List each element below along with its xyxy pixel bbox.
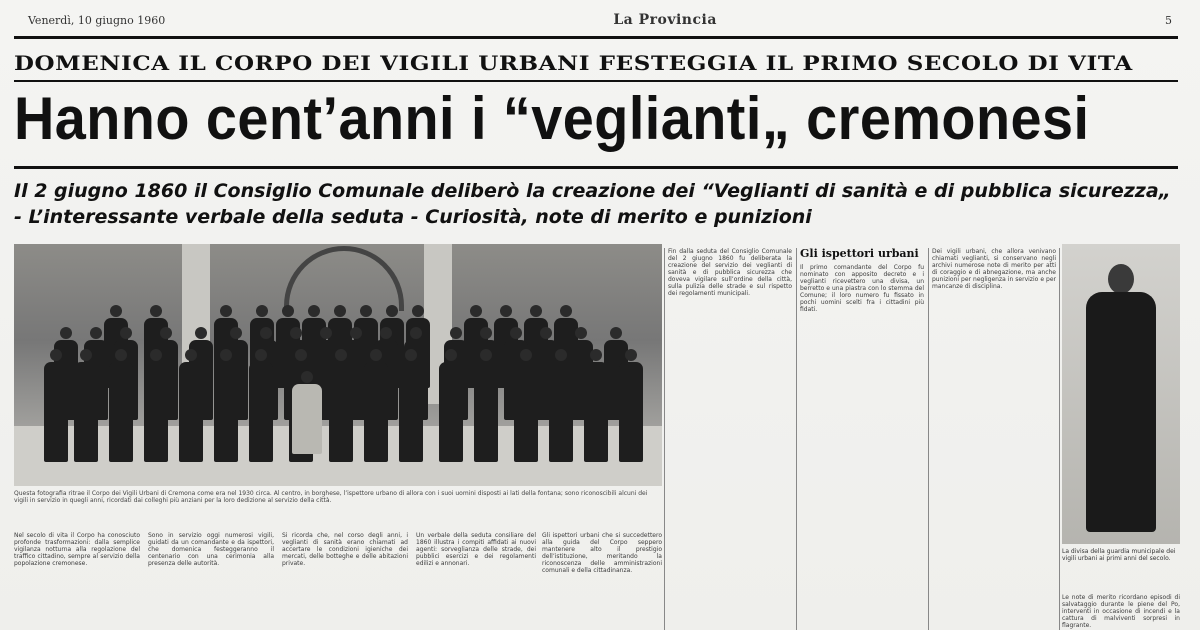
article-subhead: Il 2 giugno 1860 il Consiglio Comunale deliberò la creazione dei “Veglianti di sanità e di pubblica sicurezza„ - L’interessante verbale della seduta - Curiosità, note di merito e punizioni <box>14 180 1171 228</box>
body-column-1: Fin dalla seduta del Consiglio Comunale del 2 giugno 1860 fu deliberata la creazione del servizio dei veglianti di sanità e di pubblica sicurezza che doveva vigilare sull’ordine della città, sulla pulizia delle strade e sul rispetto dei regolamenti municipali. <box>668 248 792 297</box>
officer-figure <box>144 362 168 462</box>
officer-figure <box>329 362 353 462</box>
officer-figure <box>249 362 273 462</box>
masthead-bar <box>28 8 1172 32</box>
officer-figure <box>514 362 538 462</box>
portrait-caption: La divisa della guardia municipale dei vigili urbani ai primi anni del secolo. <box>1062 548 1176 562</box>
column-separator <box>1059 248 1060 630</box>
column-separator <box>664 248 665 630</box>
photo-caption: Questa fotografia ritrae il Corpo dei Vigili Urbani di Cremona come era nel 1930 circa. Al centro, in borghese, l’ispettore urbano di allora con i suoi uomini disposti ai lati della fontana; sono riconoscibili alcuni dei vigili in servizio in quegli anni, ricordati dai colleghi più anziani per la loro dedizione al servizio della città. <box>14 490 648 504</box>
body-column-2: Il primo comandante del Corpo fu nominato con apposito decreto e i veglianti ricevettero una divisa, un berretto e una piastra con lo stemma del Comune; il loro numero fu fissato in pochi uomini scelti fra i cittadini più fidati. <box>800 264 924 313</box>
officer-figure <box>549 362 573 462</box>
officer-figure <box>584 362 608 462</box>
column-separator <box>928 248 929 630</box>
group-photo <box>14 244 662 486</box>
officer-figure <box>474 362 498 462</box>
photo-arch <box>284 246 404 311</box>
newspaper-name: La Provincia <box>613 12 717 28</box>
civilian-figure <box>292 384 322 454</box>
column-heading: Gli ispettori urbani <box>800 247 919 260</box>
body-column-8: Gli ispettori urbani che si succedettero alla guida del Corpo seppero mantenere alto il prestigio dell’istituzione, meritando la riconoscenza delle amministrazioni comunali e della cittadinanza. <box>542 532 662 574</box>
column-separator <box>796 248 797 630</box>
body-column-9: Le note di merito ricordano episodi di salvataggio durante le piene del Po, interventi in occasione di incendi e la cattura di malviventi sorpresi in flagrante. <box>1062 594 1180 629</box>
portrait-head <box>1108 264 1134 294</box>
page-number: 5 <box>1165 13 1172 27</box>
officer-figure <box>364 362 388 462</box>
officer-figure <box>44 362 68 462</box>
headline-rule <box>14 166 1178 169</box>
masthead-rule <box>14 36 1178 39</box>
officer-figure <box>399 362 423 462</box>
body-column-6: Si ricorda che, nel corso degli anni, i veglianti di sanità erano chiamati ad accertare le condizioni igieniche dei mercati, delle botteghe e delle abitazioni private. <box>282 532 408 567</box>
officer-figure <box>439 362 463 462</box>
issue-date: Venerdì, 10 giugno 1960 <box>28 13 166 27</box>
officer-figure <box>179 362 203 462</box>
portrait-uniform <box>1086 292 1156 532</box>
officer-figure <box>109 362 133 462</box>
article-headline: Hanno cent’anni i “veglianti„ cremonesi <box>14 85 1090 152</box>
officer-figure <box>214 362 238 462</box>
officer-portrait <box>1062 244 1180 544</box>
body-column-4: Nel secolo di vita il Corpo ha conosciuto profonde trasformazioni: dalla semplice vigilanza notturna alla regolazione del traffico cittadino, sempre al servizio della popolazione cremonese. <box>14 532 140 567</box>
officer-figure <box>74 362 98 462</box>
officer-figure <box>619 362 643 462</box>
body-column-7: Un verbale della seduta consiliare del 1860 illustra i compiti affidati ai nuovi agenti: sorveglianza delle strade, dei pubblici esercizi e dei regolamenti edilizi e annonari. <box>416 532 536 567</box>
kicker-rule <box>14 80 1178 82</box>
body-column-5: Sono in servizio oggi numerosi vigili, guidati da un comandante e da ispettori, che domenica festeggeranno il centenario con una cerimonia alla presenza delle autorità. <box>148 532 274 567</box>
article-kicker: DOMENICA IL CORPO DEI VIGILI URBANI FESTEGGIA IL PRIMO SECOLO DI VITA <box>14 52 1133 75</box>
body-column-3: Dei vigili urbani, che allora venivano chiamati veglianti, si conservano negli archivi numerose note di merito per atti di coraggio e di abnegazione, ma anche punizioni per negligenza in servizio e per mancanze di disciplina. <box>932 248 1056 290</box>
